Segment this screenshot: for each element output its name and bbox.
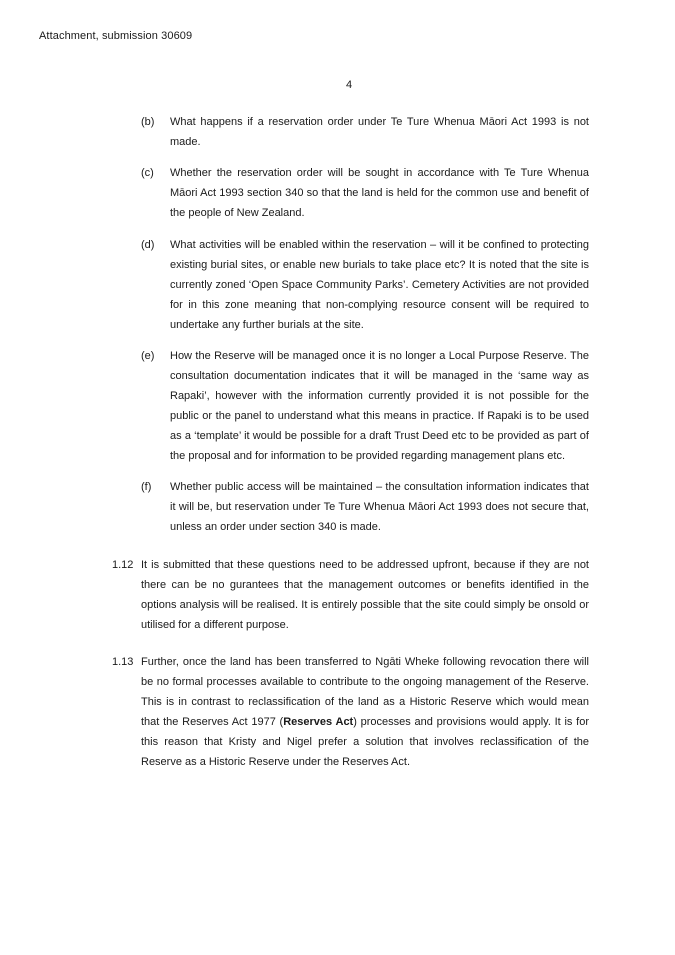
sub-item-c: [141, 164, 589, 224]
paragraph-text: It is submitted that these questions need to be addressed upfront, because if they are not there can be no gurantees that the management outcomes or benefits identified in the options analysis will be realised. It is entirely possible that the site could simply be onsold or utilised for a different purpose.: [141, 559, 589, 631]
paragraph-text: [141, 653, 589, 772]
sub-item-text: How the Reserve will be managed once it is no longer a Local Purpose Reserve. The consultation documentation indicates that it will be managed in the ‘same way as Rapaki’, however with the information currently provided it is not possible for the public or the panel to understand what this means in practice. If Rapaki is to be used as a ‘template’ it would be possible for a draft Trust Deed etc to be provided as part of the proposal and for information to be provided regarding management plans etc.: [170, 350, 589, 462]
sub-item-b: [141, 113, 589, 153]
sub-item-label: (f): [141, 481, 152, 493]
paragraph-1-12: [112, 556, 589, 636]
document-header: Attachment, submission 30609: [39, 30, 193, 42]
paragraph-number: 1.13: [112, 656, 134, 668]
sub-item-e: [141, 347, 589, 466]
sub-item-label: (e): [141, 350, 155, 362]
defined-term-reserves-act: Reserves Act: [283, 715, 354, 728]
page-number: 4: [345, 79, 353, 91]
sub-item-d: [141, 236, 589, 336]
paragraph-text-part: ) processes and provisions would apply. It is for this reason that Kristy and Nigel prefer a solution that involves reclassification of the Reserve as a Historic Reserve under the Reserves Act.: [141, 715, 589, 768]
sub-item-f: [141, 478, 589, 538]
paragraph-1-13: [112, 653, 589, 772]
sub-item-label: (b): [141, 116, 155, 128]
paragraph-number: 1.12: [112, 559, 134, 571]
sub-item-text: What activities will be enabled within the reservation – will it be confined to protecting existing burial sites, or enable new burials to take place etc? It is noted that the site is currently zoned ‘Open Space Community Parks’. Cemetery Activities are not provided for in this zone meaning that non-complying resource consent will be required to undertake any further burials at the site.: [170, 239, 589, 331]
sub-item-label: (d): [141, 239, 155, 251]
sub-item-text: Whether the reservation order will be sought in accordance with Te Ture Whenua Māori Act 1993 section 340 so that the land is held for the common use and benefit of the people of New Zealand.: [170, 167, 589, 219]
sub-item-text: Whether public access will be maintained – the consultation information indicates that it will be, but reservation under Te Ture Whenua Māori Act 1993 does not secure that, unless an order under section 340 is made.: [170, 481, 589, 533]
sub-item-label: (c): [141, 167, 154, 179]
paragraph-text-part: Further, once the land has been transferred to Ngāti Wheke following revocation there will be no formal processes available to contribute to the ongoing management of the Reserve. This is in contrast to reclassification of the land as a Historic Reserve which would mean that the Reserves Act 1977 (: [141, 656, 589, 728]
sub-item-text: What happens if a reservation order under Te Ture Whenua Māori Act 1993 is not made.: [170, 116, 589, 148]
